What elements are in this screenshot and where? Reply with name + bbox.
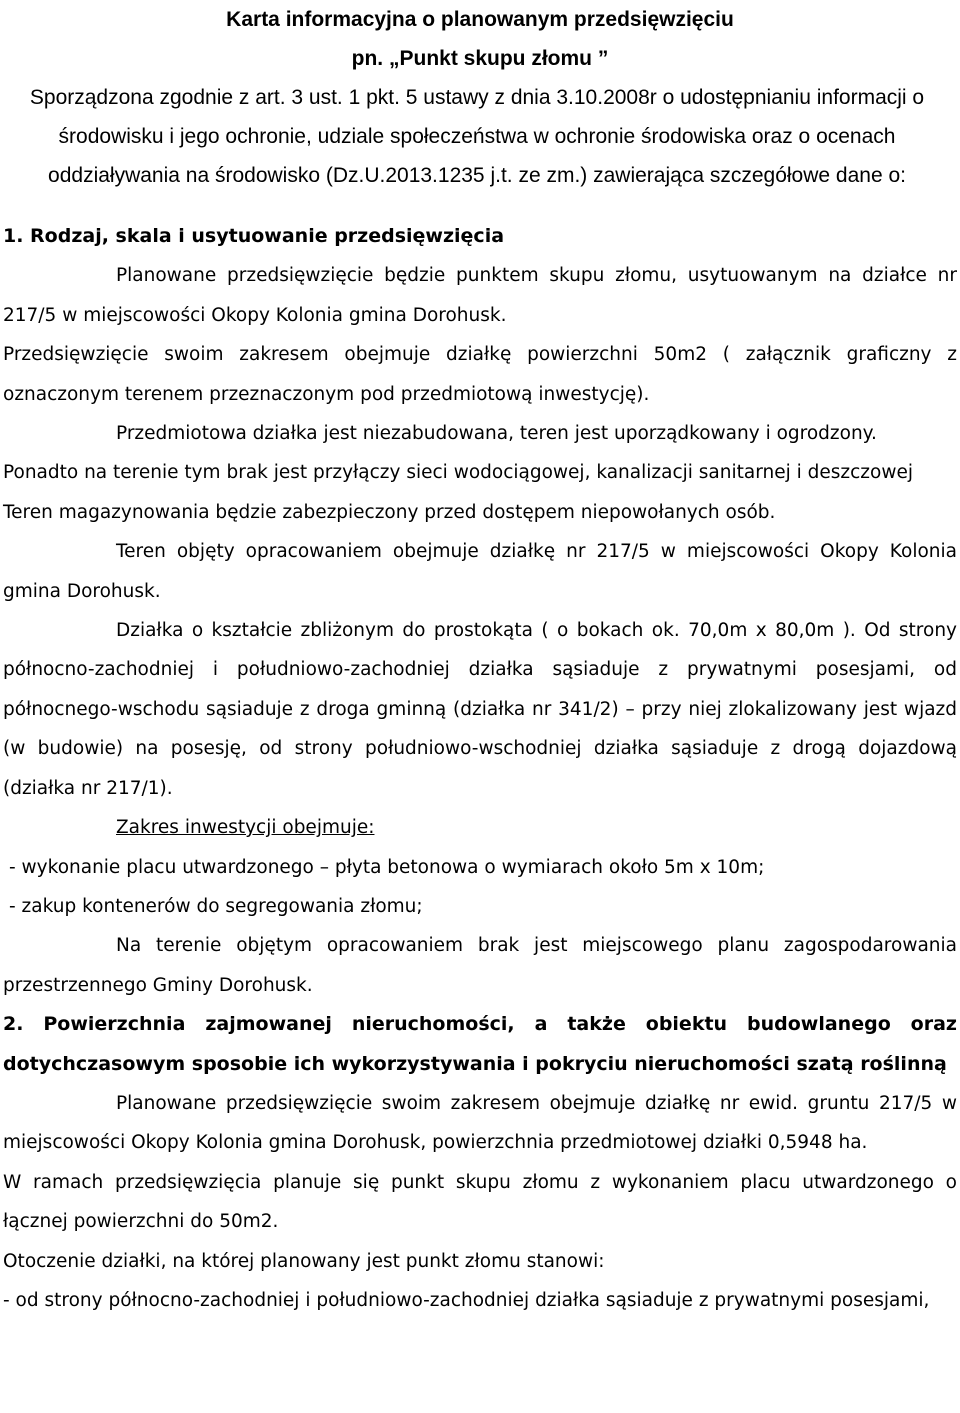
section2-paragraph-4: - od strony północno-zachodniej i południowo-zachodniej działka sąsiaduje z prywatnymi posesjami, — [3, 1289, 930, 1311]
section2-paragraph-2: W ramach przedsięwzięcia planuje się punkt skupu złomu z wykonaniem placu utwardzonego o łącznej powierzchni do 50m2. — [3, 1171, 957, 1233]
scope-heading-text: Zakres inwestycji obejmuje: — [116, 817, 375, 839]
intro-paragraph: Sporządzona zgodnie z art. 3 ust. 1 pkt. 5 ustawy z dnia 3.10.2008r o udostępnianiu informacji o środowisku i jego ochronie, udziale społeczeństwa w ochronie środowiska oraz o ocenach oddziaływania na środowisko (Dz.U.2013.1235 j.t. ze zm.) zawierająca szczegółowe dane o: — [29, 86, 925, 187]
section1-paragraph-4: Ponadto na terenie tym brak jest przyłączy sieci wodociągowej, kanalizacji sanitarnej i deszczowej — [3, 462, 913, 484]
section1-paragraph-2: Przedsięwzięcie swoim zakresem obejmuje działkę powierzchni 50m2 ( załącznik graficzny z oznaczonym terenem przeznaczonym pod przedmiotową inwestycję). — [3, 344, 957, 405]
scope-heading — [3, 808, 957, 847]
document-title: Karta informacyjna o planowanym przedsięwzięciu — [226, 8, 734, 31]
section1-paragraph-8: Na terenie objętym opracowaniem brak jest miejscowego planu zagospodarowania przestrzennego Gminy Dorohusk. — [3, 935, 957, 996]
scope-item: - wykonanie placu utwardzonego – płyta betonowa o wymiarach około 5m x 10m; — [9, 856, 765, 878]
document-header — [0, 0, 960, 195]
section2-heading: 2. Powierzchnia zajmowanej nieruchomości, a także obiektu budowlanego oraz dotychczasowym sposobie ich wykorzystywania i pokryciu nieruchomości szatą roślinną — [3, 1013, 957, 1075]
section1-paragraph-3: Przedmiotowa działka jest niezabudowana, teren jest uporządkowany i ogrodzony. — [116, 423, 877, 445]
scope-item: - zakup kontenerów do segregowania złomu; — [9, 895, 423, 917]
section1-paragraph-7: Działka o kształcie zbliżonym do prostokąta ( o bokach ok. 70,0m x 80,0m ). Od strony północno-zachodniej i południowo-zachodniej działka sąsiaduje z prywatnymi posesjami, od północnego-wschodu sąsiaduje z droga gminną (działka nr 341/2) – przy niej zlokalizowany jest wjazd (w budowie) na posesję, od strony południowo-wschodniej działka sąsiaduje z drogą dojazdową (działka nr 217/1). — [3, 620, 957, 799]
section1-paragraph-1: Planowane przedsięwzięcie będzie punktem skupu złomu, usytuowanym na działce nr 217/5 w miejscowości Okopy Kolonia gmina Dorohusk. — [3, 265, 957, 326]
section2-paragraph-3: Otoczenie działki, na której planowany jest punkt złomu stanowi: — [3, 1250, 605, 1272]
document-subtitle: pn. „Punkt skupu złomu ” — [351, 47, 609, 70]
section1-heading: 1. Rodzaj, skala i usytuowanie przedsięwzięcia — [3, 225, 505, 247]
section1-paragraph-5: Teren magazynowania będzie zabezpieczony przed dostępem niepowołanych osób. — [3, 501, 776, 523]
section1-paragraph-6: Teren objęty opracowaniem obejmuje działkę nr 217/5 w miejscowości Okopy Kolonia gmina Dorohusk. — [3, 541, 957, 602]
document-body — [0, 217, 960, 1320]
section2-paragraph-1: Planowane przedsięwzięcie swoim zakresem obejmuje działkę nr ewid. gruntu 217/5 w miejscowości Okopy Kolonia gmina Dorohusk, powierzchnia przedmiotowej działki 0,5948 ha. — [3, 1092, 957, 1154]
